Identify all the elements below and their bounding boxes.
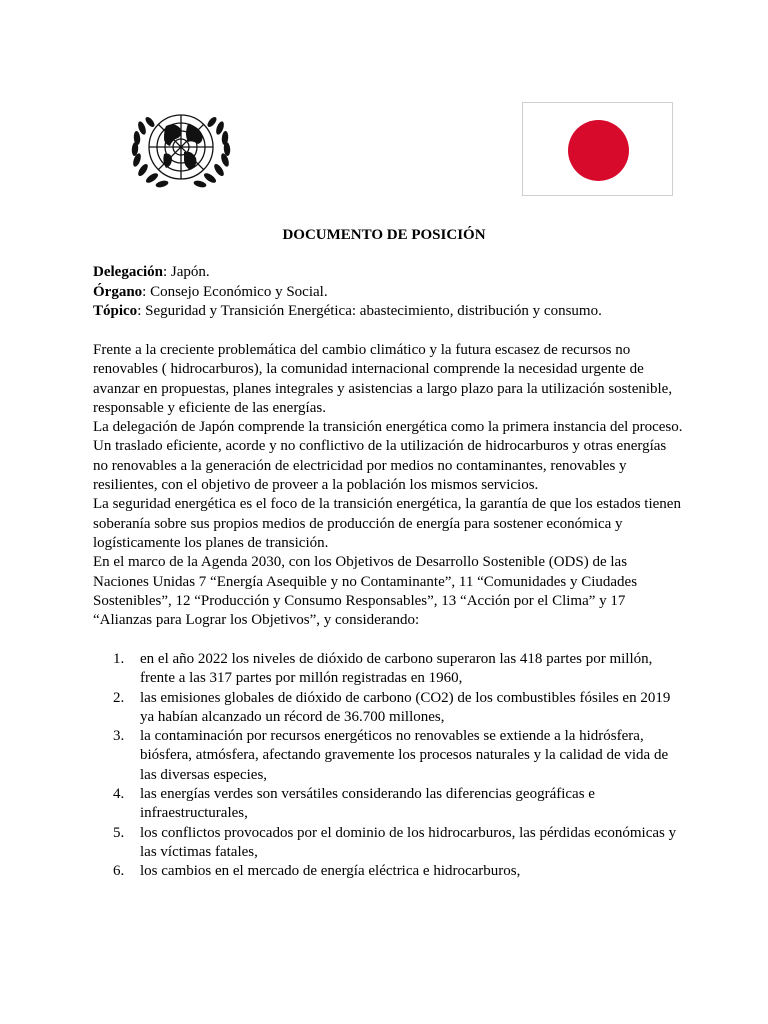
topic-value: : Seguridad y Transición Energética: abastecimiento, distribución y consumo.: [137, 303, 602, 319]
list-text: los cambios en el mercado de energía eléctrica e hidrocarburos,: [140, 863, 521, 880]
list-number: 6.: [113, 863, 125, 880]
list-item: [93, 689, 683, 728]
organ-line: [93, 283, 693, 303]
list-text: la contaminación por recursos energéticos no renovables se extiende a la hidrósfera, biósfera, atmósfera, afectando gravemente los procesos naturales y la calidad de vida de las diversas especies,: [140, 728, 669, 783]
organ-label: Órgano: [93, 283, 143, 300]
topic-line: [93, 302, 693, 322]
delegation-value: : Japón.: [162, 264, 210, 280]
paragraph: Frente a la creciente problemática del cambio climático y la futura escasez de recursos no renovables ( hidrocarburos), la comunidad internacional comprende la necesidad urgente de avanzar en propuestas, planes integrales y asistencias a largo plazo para la utilización sostenible, responsable y eficiente de las energías.: [93, 342, 673, 416]
list-number: 4.: [113, 786, 125, 803]
paragraph: En el marco de la Agenda 2030, con los Objetivos de Desarrollo Sostenible (ODS) de las Naciones Unidas 7 “Energía Asequible y no Contaminante”, 11 “Comunidades y Ciudades Sostenibles”, 12 “Producción y Consumo Responsables”, 13 “Acción por el Clima” y 17 “Alianzas para Lograr los Objetivos”, y considerando:: [93, 554, 638, 629]
document-body: [93, 341, 683, 630]
list-text: en el año 2022 los niveles de dióxido de carbono superaron las 418 partes por millón, frente a las 317 partes por millón registradas en 1960,: [140, 651, 653, 687]
flag-red-disc: [568, 120, 629, 181]
topic-label: Tópico: [93, 303, 138, 319]
list-number: 1.: [113, 651, 125, 667]
list-item: [93, 650, 683, 689]
list-number: 2.: [113, 689, 125, 706]
list-item: [93, 785, 683, 824]
paragraph: La delegación de Japón comprende la transición energética como la primera instancia del proceso. Un traslado eficiente, acorde y no conflictivo de la utilización de hidrocarburos y otras energías no renovables a la generación de electricidad por medios no contaminantes, renovables y resilientes, con el objetivo de proveer a la población los mismos servicios.: [93, 419, 683, 494]
considerations-list: [93, 650, 683, 882]
document-title: DOCUMENTO DE POSICIÓN: [282, 227, 486, 243]
japan-flag-icon: [522, 102, 673, 196]
document-meta: [93, 263, 693, 322]
list-text: las emisiones globales de dióxido de carbono (CO2) de los combustibles fósiles en 2019 ya habían alcanzado un récord de 36.700 millones,: [140, 689, 671, 725]
list-item: [93, 862, 683, 881]
list-number: 5.: [113, 824, 125, 841]
un-emblem-icon: [126, 104, 236, 194]
list-item: [93, 824, 683, 863]
organ-value: : Consejo Económico y Social.: [142, 283, 328, 300]
delegation-label: Delegación: [93, 264, 163, 280]
paragraph: La seguridad energética es el foco de la transición energética, la garantía de que los estados tienen soberanía sobre sus propios medios de producción de energía para sostener económica y logísticamente los planes de transición.: [93, 496, 681, 551]
delegation-line: [93, 263, 693, 283]
list-item: [93, 727, 683, 785]
list-text: los conflictos provocados por el dominio de los hidrocarburos, las pérdidas económicas y las víctimas fatales,: [140, 824, 677, 860]
list-text: las energías verdes son versátiles considerando las diferencias geográficas e infraestructurales,: [140, 786, 595, 822]
list-number: 3.: [113, 728, 125, 745]
